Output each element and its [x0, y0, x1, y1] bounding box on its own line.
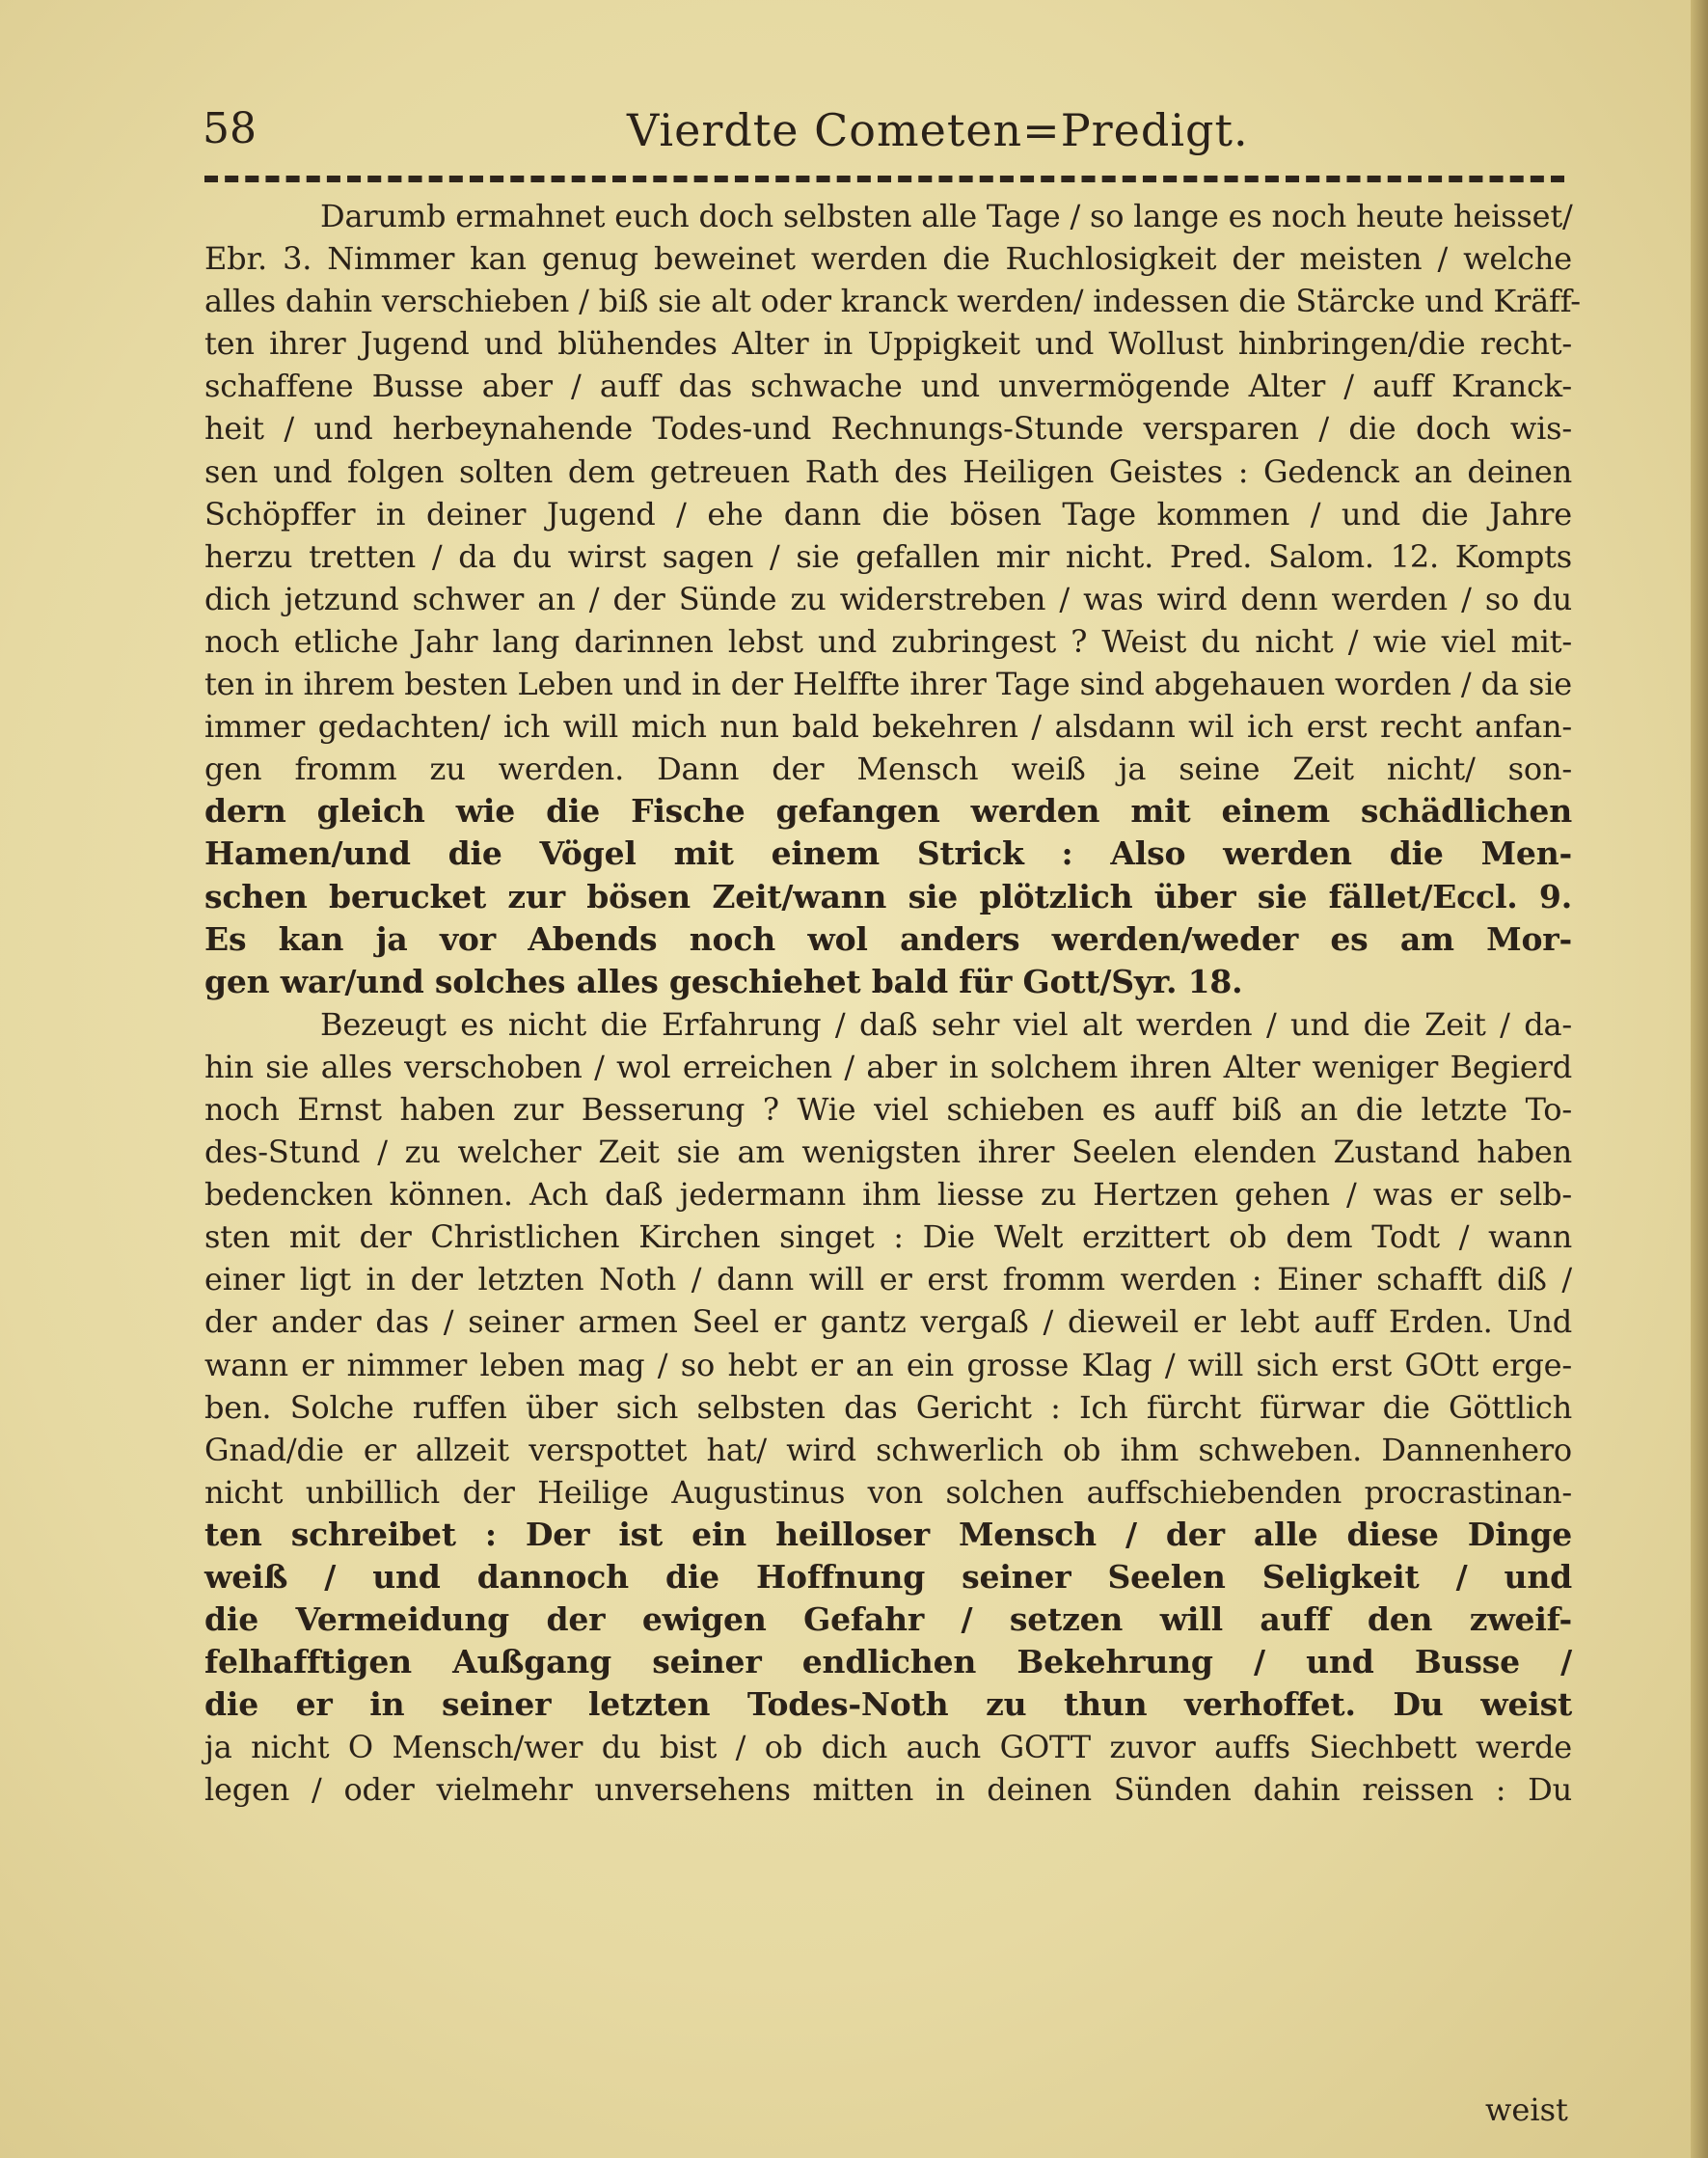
text-line: heit / und herbeynahende Todes-und Rechnungs-Stunde versparen / die doch wis- [204, 410, 1572, 448]
text-line: hin sie alles verschoben / wol erreichen / aber in solchem ihren Alter weniger Begierd [204, 1048, 1572, 1085]
text-line: ja nicht O Mensch/wer du bist / ob dich auch GOTT zuvor auffs Siechbett werde [204, 1729, 1572, 1766]
text-line: noch Ernst haben zur Besserung ? Wie viel schieben es auff biß an die letzte To- [204, 1090, 1572, 1128]
text-line-emphasis: die Vermeidung der ewigen Gefahr / setzen will auff den zweif- [204, 1600, 1572, 1639]
text-line: sten mit der Christlichen Kirchen singet : Die Welt erzittert ob dem Todt / wann [204, 1218, 1572, 1256]
text-line: Schöpffer in deiner Jugend / ehe dann die bösen Tage kommen / und die Jahre [204, 495, 1572, 533]
text-line-emphasis: Hamen/und die Vögel mit einem Strick : Also werden die Men- [204, 834, 1572, 873]
text-line: herzu tretten / da du wirst sagen / sie gefallen mir nicht. Pred. Salom. 12. Kompts [204, 537, 1572, 575]
text-line: noch etliche Jahr lang darinnen lebst und zubringest ? Weist du nicht / wie viel mit- [204, 622, 1572, 660]
text-line: Ebr. 3. Nimmer kan genug beweinet werden die Ruchlosigkeit der meisten / welche [204, 240, 1572, 278]
text-line: ben. Solche ruffen über sich selbsten das Gericht : Ich fürcht fürwar die Göttlich [204, 1388, 1572, 1426]
text-line-emphasis: ten schreibet : Der ist ein heilloser Mensch / der alle diese Dinge [204, 1515, 1572, 1553]
text-line: sen und folgen solten dem getreuen Rath des Heiligen Geistes : Gedenck an deinen [204, 452, 1572, 490]
header-rule [204, 176, 1564, 182]
catchword: weist [1485, 2091, 1568, 2128]
text-line-emphasis: felhafftigen Außgang seiner endlichen Bekehrung / und Busse / [204, 1643, 1572, 1681]
text-line: einer ligt in der letzten Noth / dann will er erst fromm werden : Einer schafft diß / [204, 1261, 1572, 1298]
text-line: ten in ihrem besten Leben und in der Helffte ihrer Tage sind abgehauen worden / da sie [204, 666, 1572, 703]
text-line: der ander das / seiner armen Seel er gantz vergaß / dieweil er lebt auff Erden. Und [204, 1303, 1572, 1341]
text-line: bedencken können. Ach daß jedermann ihm liesse zu Hertzen gehen / was er selb- [204, 1176, 1572, 1214]
text-line: dich jetzund schwer an / der Sünde zu widerstreben / was wird denn werden / so du [204, 580, 1572, 617]
body-text [204, 195, 1581, 1812]
text-line: Darumb ermahnet euch doch selbsten alle Tage / so lange es noch heute heisset/ [320, 198, 1573, 234]
text-line: alles dahin verschieben / biß sie alt oder kranck werden/ indessen die Stärcke und Kräff- [204, 283, 1581, 320]
text-line: wann er nimmer leben mag / so hebt er an ein grosse Klag / will sich erst GOtt erge- [204, 1346, 1572, 1383]
text-line: legen / oder vielmehr unversehens mitten in deinen Sünden dahin reissen : Du [204, 1771, 1572, 1809]
page-number: 58 [203, 104, 257, 153]
text-line: Bezeugt es nicht die Erfahrung / daß sehr viel alt werden / und die Zeit / da- [320, 1005, 1572, 1043]
text-line: gen fromm zu werden. Dann der Mensch weiß ja seine Zeit nicht/ son- [204, 751, 1572, 788]
text-line: schaffene Busse aber / auff das schwache und unvermögende Alter / auff Kranck- [204, 368, 1572, 405]
text-line-emphasis: Es kan ja vor Abends noch wol anders werden/weder es am Mor- [204, 919, 1572, 958]
text-line-emphasis: die er in seiner letzten Todes-Noth zu thun verhoffet. Du weist [204, 1685, 1572, 1724]
text-line-emphasis: dern gleich wie die Fische gefangen werden mit einem schädlichen [204, 792, 1572, 831]
text-line: ten ihrer Jugend und blühendes Alter in Uppigkeit und Wollust hinbringen/die recht- [204, 325, 1572, 363]
text-line: nicht unbillich der Heilige Augustinus von solchen auffschiebenden procrastinan- [204, 1473, 1572, 1511]
text-line: Gnad/die er allzeit verspottet hat/ wird schwerlich ob ihm schweben. Dannenhero [204, 1431, 1572, 1468]
page-edge-shadow [1691, 0, 1708, 2158]
text-line-emphasis: gen war/und solches alles geschiehet bald für Gott/Syr. 18. [204, 962, 1243, 1000]
running-title: Vierdte Cometen=Predigt. [627, 104, 1249, 156]
page-header [203, 104, 1562, 172]
text-line-emphasis: schen berucket zur bösen Zeit/wann sie plötzlich über sie fället/Eccl. 9. [204, 877, 1572, 915]
text-line: des-Stund / zu welcher Zeit sie am wenigsten ihrer Seelen elenden Zustand haben [204, 1134, 1572, 1171]
text-line-emphasis: weiß / und dannoch die Hoffnung seiner Seelen Seligkeit / und [204, 1558, 1572, 1596]
text-line: immer gedachten/ ich will mich nun bald bekehren / alsdann wil ich erst recht anfan- [204, 708, 1572, 746]
